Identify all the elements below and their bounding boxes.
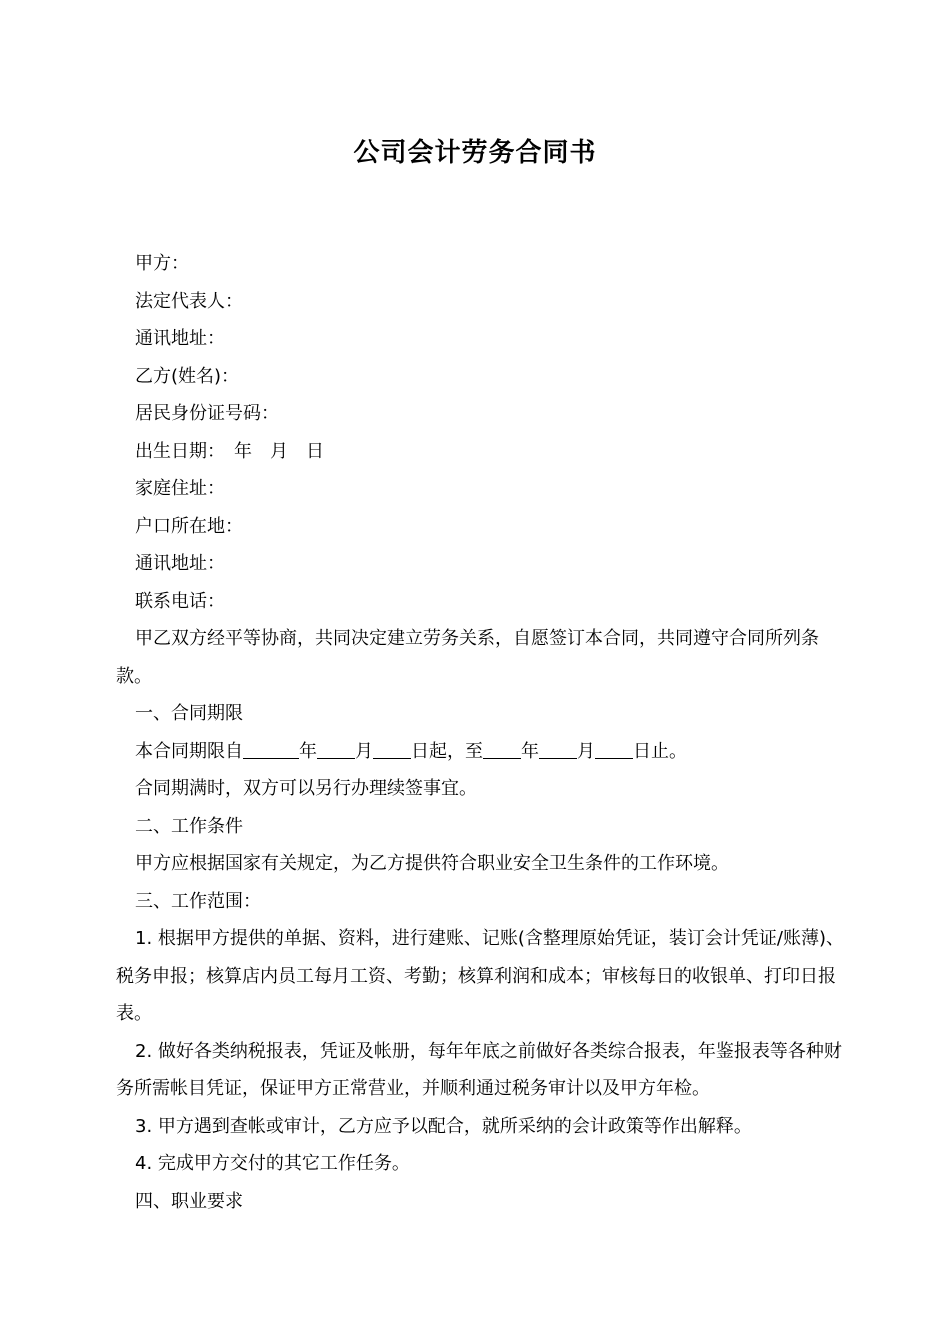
section-3-item: 2. 做好各类纳税报表，凭证及帐册，每年年底之前做好各类综合报表，年鉴报表等各种财务所需帐目凭证，保证甲方正常营业，并顺利通过税务审计以及甲方年检。 <box>116 1040 842 1099</box>
section-3-item: 1. 根据甲方提供的单据、资料，进行建账、记账(含整理原始凭证，装订会计凭证/账薄)、税务申报；核算店内员工每月工资、考勤；核算利润和成本；审核每日的收银单、打印日报表。 <box>116 928 845 1024</box>
document-title: 公司会计劳务合同书 <box>353 138 597 168</box>
section-1-heading: 一、合同期限 <box>135 703 243 724</box>
section-2-heading: 二、工作条件 <box>135 815 243 837</box>
blank-start-year <box>243 740 299 759</box>
field-party-a: 甲方： <box>135 253 189 274</box>
section-4-heading: 四、职业要求 <box>135 1190 243 1212</box>
section-3-heading: 三、工作范围： <box>135 890 261 912</box>
term-text: 月 <box>577 740 595 762</box>
section-2-paragraph: 甲方应根据国家有关规定，为乙方提供符合职业安全卫生条件的工作环境。 <box>135 853 729 874</box>
intro-paragraph: 甲乙双方经平等协商，共同决定建立劳务关系，自愿签订本合同，共同遵守合同所列条款。 <box>116 628 819 687</box>
term-text: 年 <box>521 740 539 762</box>
section-3-item: 4. 完成甲方交付的其它工作任务。 <box>135 1153 410 1174</box>
term-text: 日止。 <box>633 740 687 762</box>
blank-start-month <box>317 740 355 759</box>
term-text: 年 <box>299 740 317 762</box>
blank-start-day <box>373 740 411 759</box>
field-address-b: 通讯地址： <box>135 553 225 574</box>
field-home-address: 家庭住址： <box>135 478 225 499</box>
field-party-b-name: 乙方(姓名)： <box>135 365 240 387</box>
field-household-registration: 户口所在地： <box>135 515 243 537</box>
field-phone: 联系电话： <box>135 590 225 612</box>
section-3-item: 3. 甲方遇到查帐或审计，乙方应予以配合，就所采纳的会计政策等作出解释。 <box>135 1115 752 1137</box>
blank-end-day <box>595 740 633 759</box>
field-legal-representative: 法定代表人： <box>135 290 243 312</box>
term-text: 本合同期限自 <box>135 740 243 762</box>
section-1-renewal: 合同期满时，双方可以另行办理续签事宜。 <box>135 778 477 799</box>
term-text: 日起，至 <box>411 740 483 762</box>
blank-end-month <box>539 740 577 759</box>
contract-term-line <box>116 733 850 771</box>
field-address-a: 通讯地址： <box>135 328 225 349</box>
blank-end-year <box>483 740 521 759</box>
term-text: 月 <box>355 740 373 762</box>
field-id-number: 居民身份证号码： <box>135 403 279 424</box>
document-body <box>116 245 850 1220</box>
field-birth-date: 出生日期： 年 月 日 <box>135 440 324 462</box>
